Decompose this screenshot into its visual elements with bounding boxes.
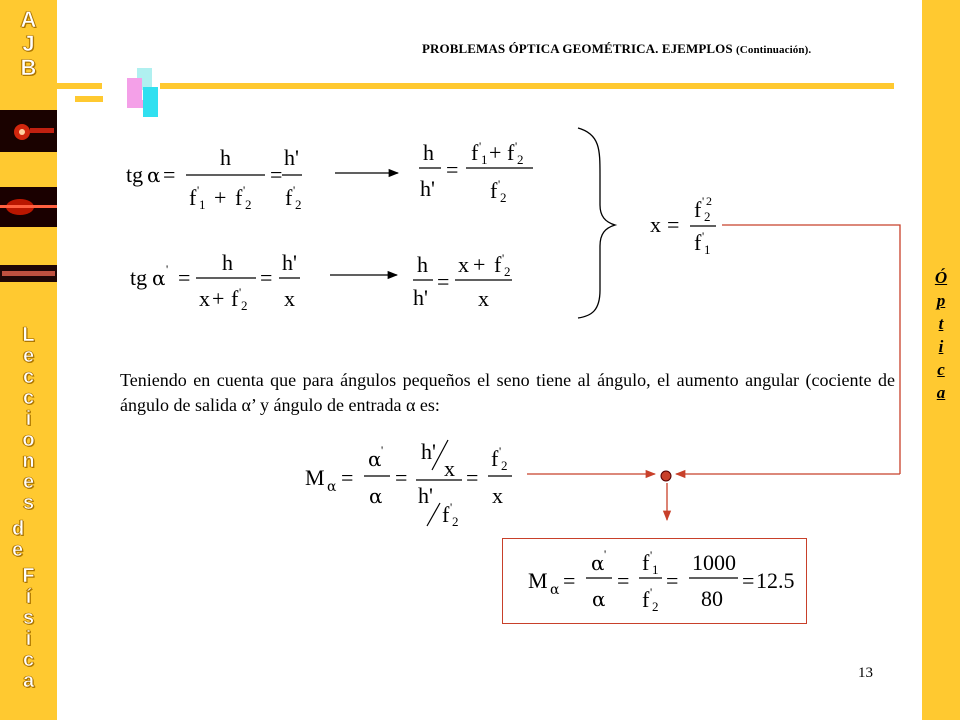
vertical-letter: a — [936, 383, 946, 402]
junction-dot — [661, 471, 671, 481]
svg-text:h': h' — [282, 250, 297, 275]
vertical-letter: d — [12, 518, 25, 540]
svg-text:tg: tg — [126, 162, 144, 187]
svg-text:+: + — [214, 185, 227, 210]
svg-text:=: = — [437, 269, 450, 294]
svg-text:h': h' — [420, 176, 435, 201]
svg-text:α: α — [152, 266, 166, 290]
svg-text:h': h' — [413, 285, 428, 310]
svg-text:α: α — [368, 447, 382, 471]
explanation-paragraph: Teniendo en cuenta que para ángulos pequeños el seno tiene al ángulo, el aumento angular (cociente de ángulo de salida α’ y ángulo de entrada α es: — [120, 370, 895, 415]
vertical-letter: n — [22, 450, 35, 472]
svg-text:2: 2 — [245, 197, 252, 212]
svg-text:f: f — [642, 587, 650, 612]
vertical-letter: i — [938, 337, 944, 356]
svg-text:': ' — [243, 183, 246, 197]
result-numerator: 1000 — [692, 550, 736, 575]
svg-text:=: = — [563, 568, 576, 593]
svg-text:': ' — [702, 194, 705, 208]
svg-text:': ' — [650, 548, 653, 562]
equation-2-left — [130, 250, 300, 313]
svg-text:': ' — [239, 285, 242, 299]
vertical-letter: c — [937, 360, 945, 379]
vertical-letter: p — [936, 291, 946, 310]
svg-text:': ' — [381, 443, 384, 457]
result-value: 12.5 — [756, 568, 795, 593]
equation-1-left — [126, 145, 302, 212]
svg-text:α: α — [550, 582, 560, 598]
svg-text:2: 2 — [652, 599, 659, 614]
svg-text:=: = — [446, 157, 459, 182]
result-box — [502, 538, 807, 624]
svg-text:2: 2 — [241, 298, 248, 313]
svg-text:α: α — [592, 587, 606, 611]
logo-letter: A — [20, 7, 37, 32]
result-denominator: 80 — [701, 586, 723, 611]
svg-text:M: M — [528, 568, 548, 593]
svg-text:f: f — [507, 140, 515, 165]
svg-text:2: 2 — [504, 264, 511, 279]
svg-text:=: = — [270, 162, 283, 187]
svg-text:=: = — [178, 265, 191, 290]
logo-letter: J — [22, 31, 35, 56]
svg-text:M: M — [305, 465, 325, 490]
connector-line — [722, 225, 900, 474]
vertical-letter: i — [25, 408, 32, 430]
svg-text:x: x — [199, 286, 210, 311]
curly-brace — [578, 128, 615, 318]
vertical-letter: Ó — [934, 268, 948, 287]
svg-text:2: 2 — [295, 197, 302, 212]
vertical-letter: í — [25, 586, 32, 608]
svg-text:f: f — [494, 252, 502, 277]
svg-text:2: 2 — [517, 152, 524, 167]
svg-text:1: 1 — [199, 197, 206, 212]
vertical-letter: e — [22, 345, 35, 367]
svg-text:2: 2 — [501, 458, 508, 473]
equation-2-right — [413, 251, 512, 311]
page-number: 13 — [858, 665, 873, 681]
svg-text:=: = — [666, 568, 679, 593]
svg-text:=: = — [466, 465, 479, 490]
vertical-letter: F — [22, 565, 35, 587]
title-continuation: (Continuación). — [736, 44, 812, 56]
svg-text:=: = — [667, 212, 680, 237]
title-main: PROBLEMAS ÓPTICA GEOMÉTRICA. EJEMPLOS — [422, 41, 733, 56]
svg-text:f: f — [285, 185, 293, 210]
svg-text:f: f — [442, 502, 450, 527]
svg-text:f: f — [490, 178, 498, 203]
svg-text:h': h' — [284, 145, 299, 170]
vertical-letter: i — [25, 628, 32, 650]
svg-text:f: f — [235, 185, 243, 210]
svg-text:': ' — [702, 229, 705, 243]
vertical-letter: s — [22, 492, 35, 514]
svg-text:h: h — [423, 140, 434, 165]
svg-text:f: f — [694, 197, 702, 222]
svg-text:': ' — [450, 500, 453, 514]
svg-text:h: h — [220, 145, 231, 170]
svg-text:=: = — [163, 162, 176, 187]
svg-text:+: + — [489, 140, 502, 165]
vertical-letter: a — [22, 670, 35, 692]
svg-text:f: f — [642, 550, 650, 575]
vertical-letter: s — [22, 607, 35, 629]
equation-x — [650, 194, 716, 257]
equation-1-right — [419, 139, 533, 205]
svg-text:f: f — [189, 185, 197, 210]
svg-text:': ' — [293, 183, 296, 197]
svg-text:α: α — [369, 484, 383, 508]
svg-text:α: α — [327, 479, 337, 495]
svg-text:': ' — [166, 262, 169, 276]
svg-text:2: 2 — [706, 194, 712, 208]
svg-text:': ' — [499, 444, 502, 458]
svg-text:': ' — [197, 183, 200, 197]
svg-text:1: 1 — [704, 242, 711, 257]
svg-text:x: x — [444, 456, 455, 481]
svg-text:h': h' — [421, 439, 436, 464]
svg-text:α: α — [147, 163, 161, 187]
svg-text:2: 2 — [500, 190, 507, 205]
vertical-letter: c — [22, 387, 35, 409]
svg-text:': ' — [479, 139, 482, 153]
svg-text:h': h' — [418, 483, 433, 508]
vertical-letter: e — [22, 471, 35, 493]
equation-m — [305, 439, 512, 529]
svg-text:=: = — [742, 568, 755, 593]
svg-text:f: f — [231, 286, 239, 311]
svg-text:': ' — [498, 177, 501, 191]
logo-letter: B — [20, 55, 37, 80]
svg-text:2: 2 — [704, 209, 711, 224]
svg-text:=: = — [341, 465, 354, 490]
vertical-letter: L — [22, 324, 35, 346]
vertical-letter: e — [12, 539, 24, 561]
svg-text:2: 2 — [452, 514, 459, 529]
svg-text:': ' — [650, 585, 653, 599]
svg-text:': ' — [515, 139, 518, 153]
svg-text:+: + — [473, 252, 486, 277]
svg-text:x: x — [284, 286, 295, 311]
svg-text:=: = — [617, 568, 630, 593]
svg-text:x: x — [478, 286, 489, 311]
svg-text:+: + — [212, 286, 225, 311]
svg-text:f: f — [471, 140, 479, 165]
svg-text:=: = — [260, 265, 273, 290]
svg-text:=: = — [395, 465, 408, 490]
vertical-letter: t — [938, 314, 944, 333]
svg-text:f: f — [694, 230, 702, 255]
vertical-letter: c — [22, 649, 35, 671]
svg-text:tg: tg — [130, 265, 148, 290]
svg-text:1: 1 — [652, 562, 659, 577]
svg-text:x: x — [458, 252, 469, 277]
svg-text:x: x — [492, 483, 503, 508]
vertical-letter: c — [22, 366, 35, 388]
svg-text:1: 1 — [481, 152, 488, 167]
svg-text:α: α — [591, 551, 605, 575]
svg-text:h: h — [222, 250, 233, 275]
svg-text:': ' — [604, 547, 607, 561]
svg-text:x: x — [650, 212, 661, 237]
svg-text:f: f — [491, 446, 499, 471]
vertical-letter: o — [22, 429, 35, 451]
svg-text:': ' — [502, 251, 505, 265]
svg-text:h: h — [417, 252, 428, 277]
